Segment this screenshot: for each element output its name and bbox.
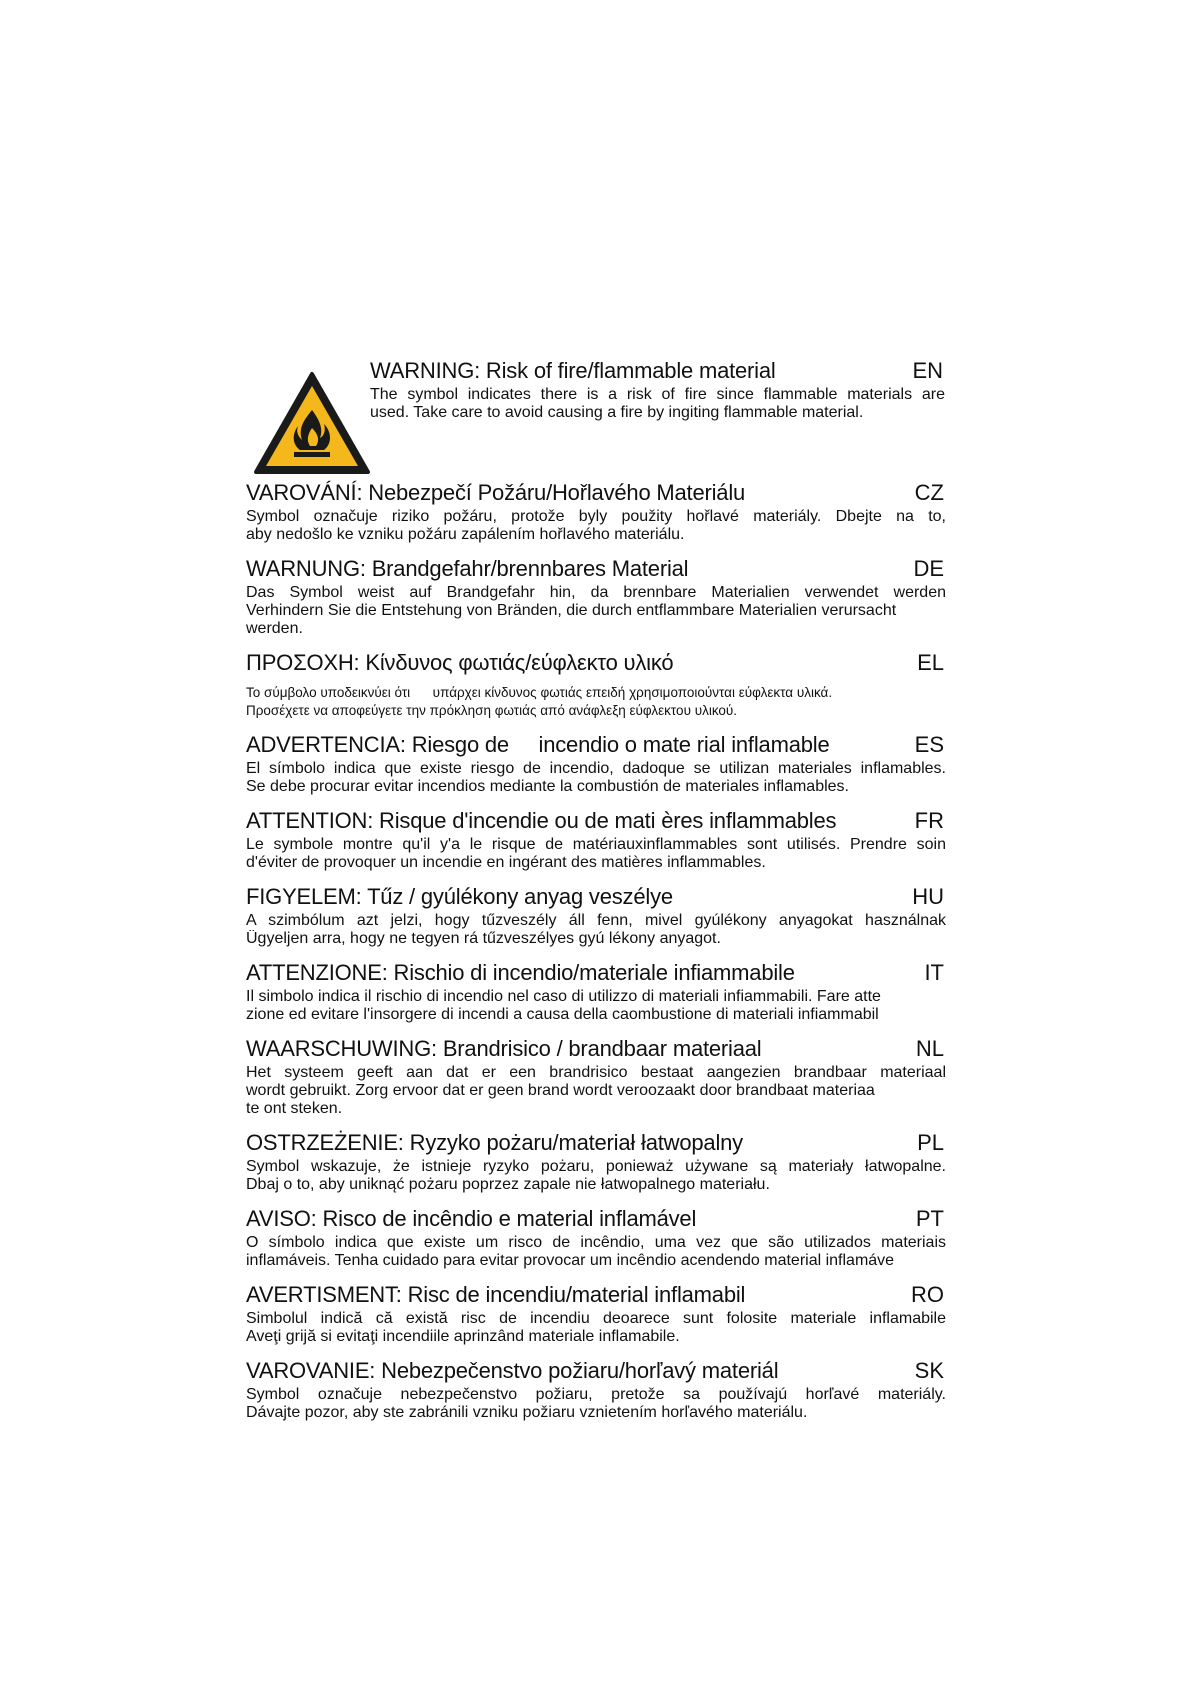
section-text-line: Le symbole montre qu'il y'a le risque de matériauxinflammables sont utilisés. Prendre soin xyxy=(246,836,946,853)
section-sk xyxy=(246,1356,946,1422)
section-text-line: d'éviter de provoquer un incendie en ingérant des matières inflammables. xyxy=(246,854,766,871)
section-title: FIGYELEM: Tűz / gyúlékony anyag veszélye xyxy=(246,884,673,909)
section-text-line: zione ed evitare l'insorgere di incendi a causa della caombustione di materiali infiammabil xyxy=(246,1006,879,1023)
section-header xyxy=(246,1280,946,1310)
language-code: PT xyxy=(915,1206,944,1231)
section-text-line: Aveţi grijă si evitaţi incendiile aprinzând materiale inflamabile. xyxy=(246,1328,680,1345)
section-text-line: aby nedošlo ke vzniku požáru zapálením hořlavého materiálu. xyxy=(246,526,685,543)
section-text-line: El símbolo indica que existe riesgo de incendio, dadoque se utilizan materiales inflamables. xyxy=(246,760,946,777)
section-it xyxy=(246,958,946,1024)
section-text-line: te ont steken. xyxy=(246,1100,343,1117)
section-title: ADVERTENCIA: Riesgo de incendio o mate rial inflamable xyxy=(246,732,830,757)
section-header xyxy=(246,554,946,584)
section-text-line: Se debe procurar evitar incendios mediante la combustión de materiales inflamables. xyxy=(246,778,849,795)
language-code: EN xyxy=(912,358,943,383)
section-title: VAROVÁNÍ: Nebezpečí Požáru/Hořlavého Materiálu xyxy=(246,480,746,505)
section-title: ATTENTION: Risque d'incendie ou de mati ères inflammables xyxy=(246,808,837,833)
section-el xyxy=(246,648,946,720)
section-text-line: Προσέχετε να αποφεύγετε την πρόκληση φωτιάς από ανάφλεξη εύφλεκτου υλικού. xyxy=(246,703,738,718)
section-header xyxy=(246,730,946,760)
section-de xyxy=(246,554,946,638)
section-text-line: Het systeem geeft aan dat er een brandrisico bestaat aangezien brandbaar materiaal xyxy=(246,1064,946,1081)
section-text-line: The symbol indicates there is a risk of fire since flammable materials are xyxy=(370,386,945,403)
language-code: EL xyxy=(917,650,944,675)
language-code: DE xyxy=(913,556,944,581)
section-nl xyxy=(246,1034,946,1118)
language-code: IT xyxy=(924,960,944,985)
section-en xyxy=(370,356,945,422)
section-title: WAARSCHUWING: Brandrisico / brandbaar materiaal xyxy=(246,1036,762,1061)
section-header xyxy=(246,882,946,912)
section-header xyxy=(370,356,945,386)
section-title: AVERTISMENT: Risc de incendiu/material inflamabil xyxy=(246,1282,746,1307)
section-text-line: wordt gebruikt. Zorg ervoor dat er geen brand wordt veroozaakt door brandbaat materiaa xyxy=(246,1082,875,1099)
section-es xyxy=(246,730,946,796)
section-header xyxy=(246,1034,946,1064)
section-text-line: used. Take care to avoid causing a fire by ingiting flammable material. xyxy=(370,404,864,421)
section-title: OSTRZEŻENIE: Ryzyko pożaru/materiał łatwopalny xyxy=(246,1130,743,1155)
section-text-line: Dávajte pozor, aby ste zabránili vzniku požiaru vznietením horľavého materiálu. xyxy=(246,1404,808,1421)
section-fr xyxy=(246,806,946,872)
section-text-line: Symbol označuje riziko požáru, protože byly použity hořlavé materiály. Dbejte na to, xyxy=(246,508,946,525)
section-title: ΠΡΟΣΟΧΗ: Κίνδυνος φωτιάς/εύφλεκτο υλικό xyxy=(246,650,674,675)
flammable-warning-icon xyxy=(252,370,372,476)
language-code: NL xyxy=(915,1036,944,1061)
language-sections xyxy=(246,478,946,1422)
section-text-line: Ügyeljen arra, hogy ne tegyen rá tűzveszélyes gyú lékony anyagot. xyxy=(246,930,721,947)
section-header xyxy=(246,806,946,836)
section-title: ATTENZIONE: Rischio di incendio/materiale infiammabile xyxy=(246,960,795,985)
section-text-line: Symbol wskazuje, że istnieje ryzyko pożaru, ponieważ używane są materiały łatwopalne. xyxy=(246,1158,946,1175)
section-ro xyxy=(246,1280,946,1346)
section-header xyxy=(246,1128,946,1158)
language-code: ES xyxy=(914,732,944,757)
language-code: RO xyxy=(911,1282,944,1307)
section-text-line: Το σύμβολο υποδεικνύει ότι υπάρχει κίνδυνος φωτιάς επειδή χρησιμοποιούνται εύφλεκτα υλικά. xyxy=(246,685,833,700)
section-hu xyxy=(246,882,946,948)
section-text-line: Symbol označuje nebezpečenstvo požiaru, pretože sa používajú horľavé materiály. xyxy=(246,1386,946,1403)
section-title: AVISO: Risco de incêndio e material inflamável xyxy=(246,1206,697,1231)
language-code: SK xyxy=(914,1358,944,1383)
section-text-line: A szimbólum azt jelzi, hogy tűzveszély áll fenn, mivel gyúlékony anyagokat használnak xyxy=(246,912,946,929)
section-text-line: Verhindern Sie die Entstehung von Bränden, die durch entflammbare Materialien verursacht xyxy=(246,602,897,619)
section-title: VAROVANIE: Nebezpečenstvo požiaru/horľavý materiál xyxy=(246,1358,779,1383)
section-text-line: Il simbolo indica il rischio di incendio nel caso di utilizzo di materiali infiammabili. Fare atte xyxy=(246,988,881,1005)
section-pt xyxy=(246,1204,946,1270)
section-text-line: O símbolo indica que existe um risco de incêndio, uma vez que são utilizados materiais xyxy=(246,1234,946,1251)
section-header xyxy=(246,958,946,988)
section-cz xyxy=(246,478,946,544)
section-title: WARNING: Risk of fire/flammable material xyxy=(370,358,776,383)
section-header xyxy=(246,478,946,508)
section-text-line: werden. xyxy=(246,620,303,637)
language-code: HU xyxy=(912,884,944,909)
section-text-line: Simbolul indică că există risc de incendiu deoarece sunt folosite materiale inflamabile xyxy=(246,1310,946,1327)
language-code: FR xyxy=(914,808,944,833)
section-text-line: Das Symbol weist auf Brandgefahr hin, da brennbare Materialien verwendet werden xyxy=(246,584,946,601)
section-pl xyxy=(246,1128,946,1194)
section-text-line: inflamáveis. Tenha cuidado para evitar provocar um incêndio acendendo material inflamáve xyxy=(246,1252,895,1269)
section-header xyxy=(246,1356,946,1386)
section-header xyxy=(246,648,946,678)
section-text-line: Dbaj o to, aby uniknąć pożaru poprzez zapale nie łatwopalnego materiału. xyxy=(246,1176,770,1193)
language-code: PL xyxy=(917,1130,944,1155)
section-header xyxy=(246,1204,946,1234)
language-code: CZ xyxy=(914,480,944,505)
section-title: WARNUNG: Brandgefahr/brennbares Material xyxy=(246,556,689,581)
